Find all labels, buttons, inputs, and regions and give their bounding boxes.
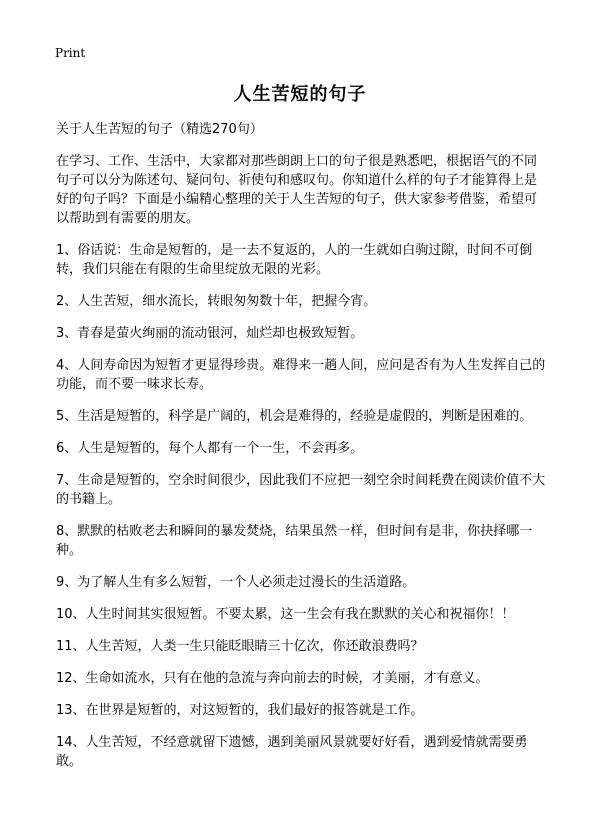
document-subtitle: 关于人生苦短的句子（精选270句）: [56, 122, 263, 137]
list-item: 7、生命是短暂的，空余时间很少，因此我们不应把一刻空余时间耗费在阅读价值不大的书籍上。: [56, 473, 546, 507]
list-item: 5、生活是短暂的，科学是广阔的，机会是难得的，经验是虚假的，判断是困难的。: [56, 409, 533, 424]
list-item: 14、人生苦短，不经意就留下遗憾，遇到美丽风景就要好好看，遇到爱情就需要勇敢。: [56, 735, 528, 769]
intro-paragraph: 在学习、工作、生活中，大家都对那些朗朗上口的句子很是熟悉吧，根据语气的不同句子可以分为陈述句、疑问句、祈使句和感叹句。你知道什么样的句子才能算得上是好的句子吗？下面是小编精心整理的关于人生苦短的句子，供大家参考借鉴，希望可以帮助到有需要的朋友。: [56, 154, 538, 226]
list-item: 9、为了解人生有多么短暂，一个人必须走过漫长的生活道路。: [56, 575, 416, 590]
list-item: 10、人生时间其实很短暂。不要太累，这一生会有我在默默的关心和祝福你！！: [56, 607, 515, 622]
list-item: 8、默默的枯败老去和瞬间的暴发焚烧，结果虽然一样，但时间有是非，你抉择哪一种。: [56, 524, 533, 558]
list-item: 3、青春是萤火绚丽的流动银河，灿烂却也极致短暂。: [56, 326, 364, 341]
document-body: [56, 120, 548, 784]
list-item: 1、俗话说：生命是短暂的，是一去不复返的，人的一生就如白驹过隙，时间不可倒转，我们只能在有限的生命里绽放无限的光彩。: [56, 243, 533, 277]
list-item: 6、人生是短暂的，每个人都有一个一生，不会再多。: [56, 441, 364, 456]
page-title: 人生苦短的句子: [233, 84, 367, 105]
list-item: 4、人间寿命因为短暂才更显得珍贵。难得来一趟人间，应问是否有为人生发挥自己的功能，而不要一味求长寿。: [56, 358, 546, 392]
list-item: 11、人生苦短，人类一生只能眨眼睛三十亿次，你还敢浪费吗？: [56, 639, 424, 654]
print-label: Print: [55, 46, 86, 60]
list-item: 12、生命如流水，只有在他的急流与奔向前去的时候，才美丽，才有意义。: [56, 671, 489, 686]
list-item: 2、人生苦短，细水流长，转眼匆匆数十年，把握今宵。: [56, 294, 377, 309]
list-item: 13、在世界是短暂的，对这短暂的，我们最好的报答就是工作。: [56, 703, 424, 718]
